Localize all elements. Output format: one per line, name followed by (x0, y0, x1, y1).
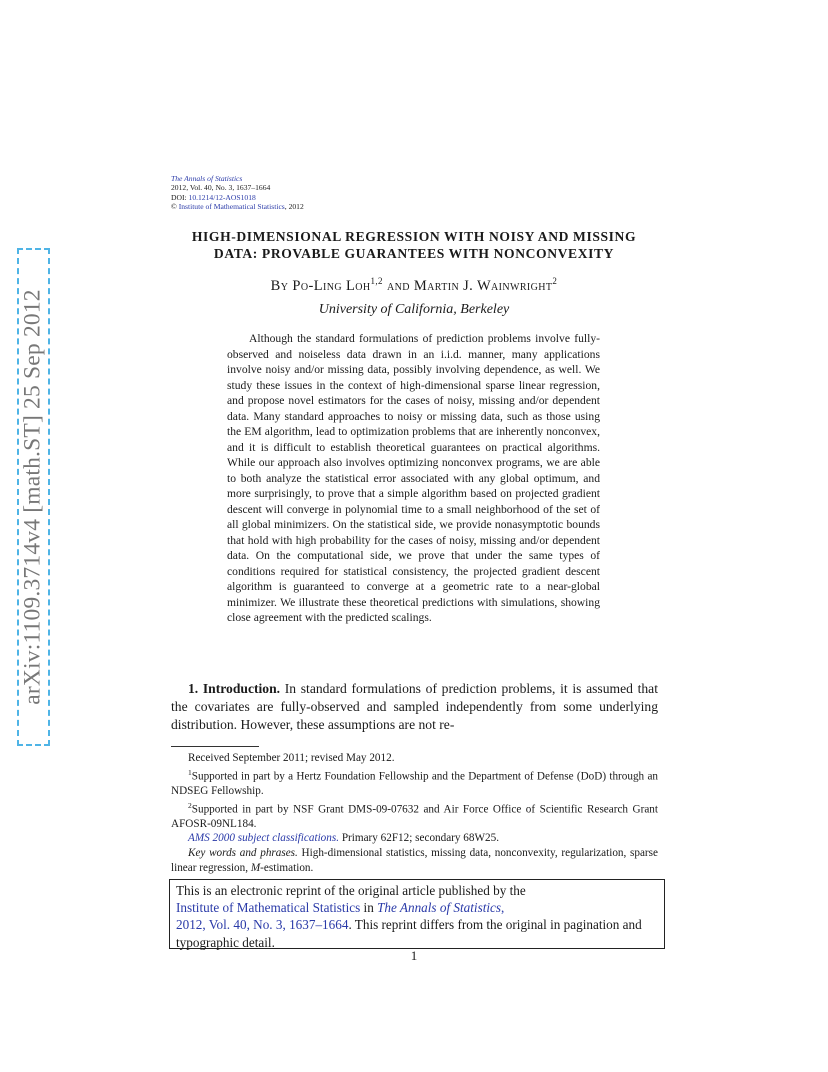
copyright-symbol: © (171, 202, 177, 212)
introduction-text: In standard formulations of prediction problems, it is assumed that the covariates are fully-observed and sampled independently from some underlying distribution. However, these assumptions are not re- (171, 681, 658, 733)
journal-name-link[interactable]: The Annals of Statistics (171, 174, 243, 183)
keywords-text: High-dimensional statistics, missing data, nonconvexity, regularization, sparse linear regression, (171, 847, 658, 874)
footnote-1-text: Supported in part by a Hertz Foundation Fellowship and the Department of Defense (DoD) through an NDSEG Fellowship. (171, 770, 658, 797)
keywords (171, 846, 658, 875)
author-byline (170, 276, 658, 295)
ams-classification (171, 831, 658, 846)
copyright-year: , 2012 (284, 202, 304, 212)
arxiv-stamp-text: arXiv:1109.3714v4 [math.ST] 25 Sep 2012 (19, 289, 46, 705)
author-1-affil-mark: 1,2 (370, 276, 383, 286)
byline-and: and (382, 277, 414, 294)
reprint-in: in (360, 900, 378, 916)
doi-link[interactable]: 10.1214/12-AOS1018 (188, 192, 256, 202)
author-2: Martin J. Wainwright (413, 277, 553, 294)
footnote-2-mark: 2 (188, 800, 192, 810)
received-note: Received September 2011; revised May 2012. (188, 752, 395, 764)
reprint-journal-link[interactable]: The Annals of Statistics (377, 900, 502, 916)
ams-classification-text: Primary 62F12; secondary 68W25. (339, 832, 500, 845)
reprint-line-1: This is an electronic reprint of the original article published by the (176, 883, 526, 898)
ams-classification-link[interactable]: AMS 2000 subject classifications. (188, 832, 340, 845)
reprint-comma: , (501, 900, 505, 916)
author-2-affil-mark: 2 (552, 276, 558, 286)
publisher-link[interactable]: Institute of Mathematical Statistics (176, 900, 361, 916)
arxiv-stamp (0, 0, 60, 1072)
title-line-1: HIGH-DIMENSIONAL REGRESSION WITH NOISY AND MISSING (191, 229, 637, 244)
footnote-1-mark: 1 (188, 767, 192, 777)
footnote-1 (171, 766, 658, 799)
journal-volume: 2012, Vol. 40, No. 3, 1637–1664 (171, 183, 271, 193)
affiliation: University of California, Berkeley (318, 302, 510, 317)
copyright-holder-link[interactable]: Institute of Mathematical Statistics (178, 202, 285, 212)
keywords-text-end: -estimation. (260, 861, 314, 874)
footnote-rule (171, 746, 259, 747)
title-line-2: DATA: PROVABLE GUARANTEES WITH NONCONVEXITY (213, 246, 615, 261)
section-heading: 1. Introduction. (188, 681, 281, 696)
abstract: Although the standard formulations of prediction problems involve fully-observed and noiseless data drawn in an i.i.d. manner, many applications involve noisy and/or missing data, possibly involving dependence, as well. We study these issues in the context of high-dimensional sparse linear regression, and propose novel estimators for the cases of noisy, missing and/or dependent data. Many standard approaches to noisy or missing data, such as those using the EM algorithm, lead to optimization problems that are inherently nonconvex, and it is difficult to establish theoretical guarantees on practical algorithms. While our approach also involves optimizing nonconvex programs, we are able to both analyze the statistical error associated with any global optimum, and more surprisingly, to prove that a simple algorithm based on projected gradient descent will converge in polynomial time to a small neighborhood of the set of all global minimizers. On the statistical side, we provide nonasymptotic bounds that hold with high probability for the cases of noisy, missing and/or dependent data. On the computational side, we prove that under the same types of conditions required for statistical consistency, the projected gradient descent algorithm is guaranteed to converge at a geometric rate to a near-global minimizer. We illustrate these theoretical predictions with simulations, showing close agreement with the predicted scalings. (227, 332, 600, 624)
byline-by: By (270, 277, 293, 294)
keywords-m: M (250, 861, 261, 874)
introduction-paragraph (171, 680, 658, 735)
author-1: Po-Ling Loh (292, 277, 371, 294)
reprint-notice (169, 879, 665, 949)
doi-label: DOI: (171, 192, 189, 202)
footnote-2-text: Supported in part by NSF Grant DMS-09-07632 and Air Force Office of Scientific Research Grant AFOSR-09NL184. (171, 803, 658, 830)
page-number: 1 (410, 948, 418, 963)
reprint-citation-link[interactable]: 2012, Vol. 40, No. 3, 1637–1664 (176, 917, 349, 933)
journal-info (171, 174, 304, 212)
journal-doi (171, 193, 304, 202)
paper-title (170, 228, 658, 262)
journal-copyright (171, 202, 304, 211)
keywords-label: Key words and phrases. (188, 847, 298, 860)
footnote-2 (171, 799, 658, 832)
reprint-rest: . This reprint differs from the original in pagination and typographic detail. (176, 917, 642, 950)
footnotes (171, 751, 658, 875)
